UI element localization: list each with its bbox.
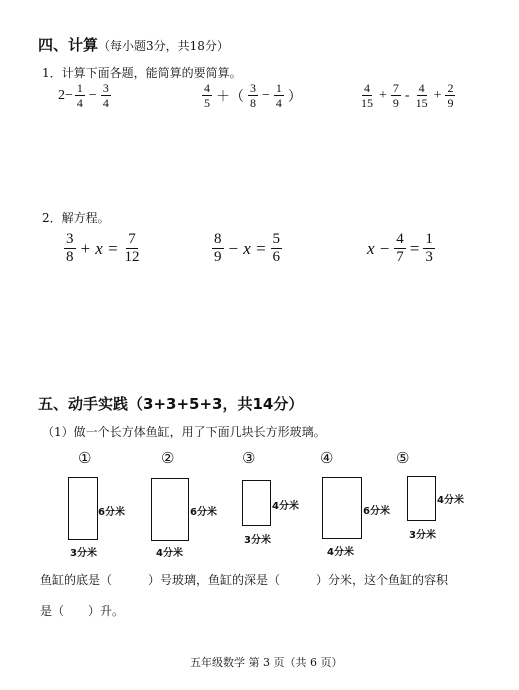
- glass-rect-3: [242, 480, 271, 526]
- question-1-prompt: 1．计算下面各题，能简算的要简算。: [42, 66, 242, 80]
- expression-a: 2− $\frac{1}{4}$ − $\frac{3}{4}$: [58, 81, 109, 110]
- fraction: $\frac{4}{15}$: [361, 81, 373, 110]
- fraction: $\frac{3}{8}$: [250, 81, 256, 110]
- equation-a: $\frac{3}{8}$ + x = $\frac{7}{12}$: [66, 231, 140, 265]
- fraction: $\frac{4}{7}$: [396, 231, 404, 265]
- glass-side-label-4: 6分米: [363, 506, 390, 517]
- glass-bottom-label-4: 4分米: [327, 547, 354, 558]
- fraction: $\frac{3}{8}$: [66, 231, 74, 265]
- glass-bottom-label-5: 3分米: [409, 530, 436, 541]
- question-2-prompt: 2．解方程。: [42, 211, 110, 225]
- glass-rect-1: [68, 477, 98, 540]
- expression-c: $\frac{4}{15}$ + $\frac{7}{9}$ - $\frac{4}{15}$ + $\frac{2}{9}$: [361, 81, 454, 110]
- glass-bottom-label-3: 3分米: [244, 535, 271, 546]
- equation-c: x − $\frac{4}{7}$ = $\frac{1}{3}$: [367, 231, 433, 265]
- fill-in-blank-line-2: 是（ ）升。: [40, 604, 125, 618]
- glass-number-1: ①: [78, 449, 92, 467]
- fraction: $\frac{1}{3}$: [425, 231, 433, 265]
- glass-bottom-label-1: 3分米: [70, 548, 97, 559]
- glass-number-4: ④: [320, 449, 334, 467]
- expression-b: $\frac{4}{5}$ ＋（ $\frac{3}{8}$ − $\frac{1}{4}$ ）: [204, 81, 302, 110]
- section-4-note: （每小题3分，共18分）: [98, 39, 229, 53]
- fraction: $\frac{2}{9}$: [447, 81, 454, 110]
- question-5-1-prompt: （1）做一个长方体鱼缸，用了下面几块长方形玻璃。: [42, 425, 326, 439]
- page-footer: 五年级数学 第 3 页（共 6 页）: [190, 656, 343, 669]
- glass-rect-4: [322, 477, 362, 539]
- fraction: $\frac{4}{15}$: [415, 81, 428, 110]
- glass-rect-2: [151, 478, 189, 541]
- glass-rect-5: [407, 476, 436, 521]
- fraction: $\frac{5}{6}$: [272, 231, 280, 265]
- fraction: $\frac{7}{12}$: [124, 231, 140, 265]
- fraction: $\frac{8}{9}$: [214, 231, 222, 265]
- fraction: $\frac{7}{9}$: [392, 81, 399, 110]
- section-5-title: 五、动手实践（3+3+5+3，共14分）: [38, 395, 304, 413]
- equation-b: $\frac{8}{9}$ − x = $\frac{5}{6}$: [214, 231, 280, 265]
- glass-side-label-3: 4分米: [272, 501, 299, 512]
- glass-side-label-5: 4分米: [437, 495, 464, 506]
- fraction: $\frac{4}{5}$: [204, 81, 210, 110]
- fraction: $\frac{3}{4}$: [102, 81, 109, 110]
- glass-side-label-2: 6分米: [190, 507, 217, 518]
- glass-number-5: ⑤: [396, 449, 410, 467]
- glass-number-3: ③: [242, 449, 256, 467]
- fill-in-blank-line-1: 鱼缸的底是（ ）号玻璃，鱼缸的深是（ ）分米，这个鱼缸的容积: [40, 573, 449, 587]
- section-4-title: 四、计算（每小题3分，共18分）: [38, 36, 229, 54]
- fraction: $\frac{1}{4}$: [76, 81, 83, 110]
- glass-bottom-label-2: 4分米: [156, 548, 183, 559]
- glass-number-2: ②: [161, 449, 175, 467]
- glass-side-label-1: 6分米: [98, 507, 125, 518]
- fraction: $\frac{1}{4}$: [275, 81, 282, 110]
